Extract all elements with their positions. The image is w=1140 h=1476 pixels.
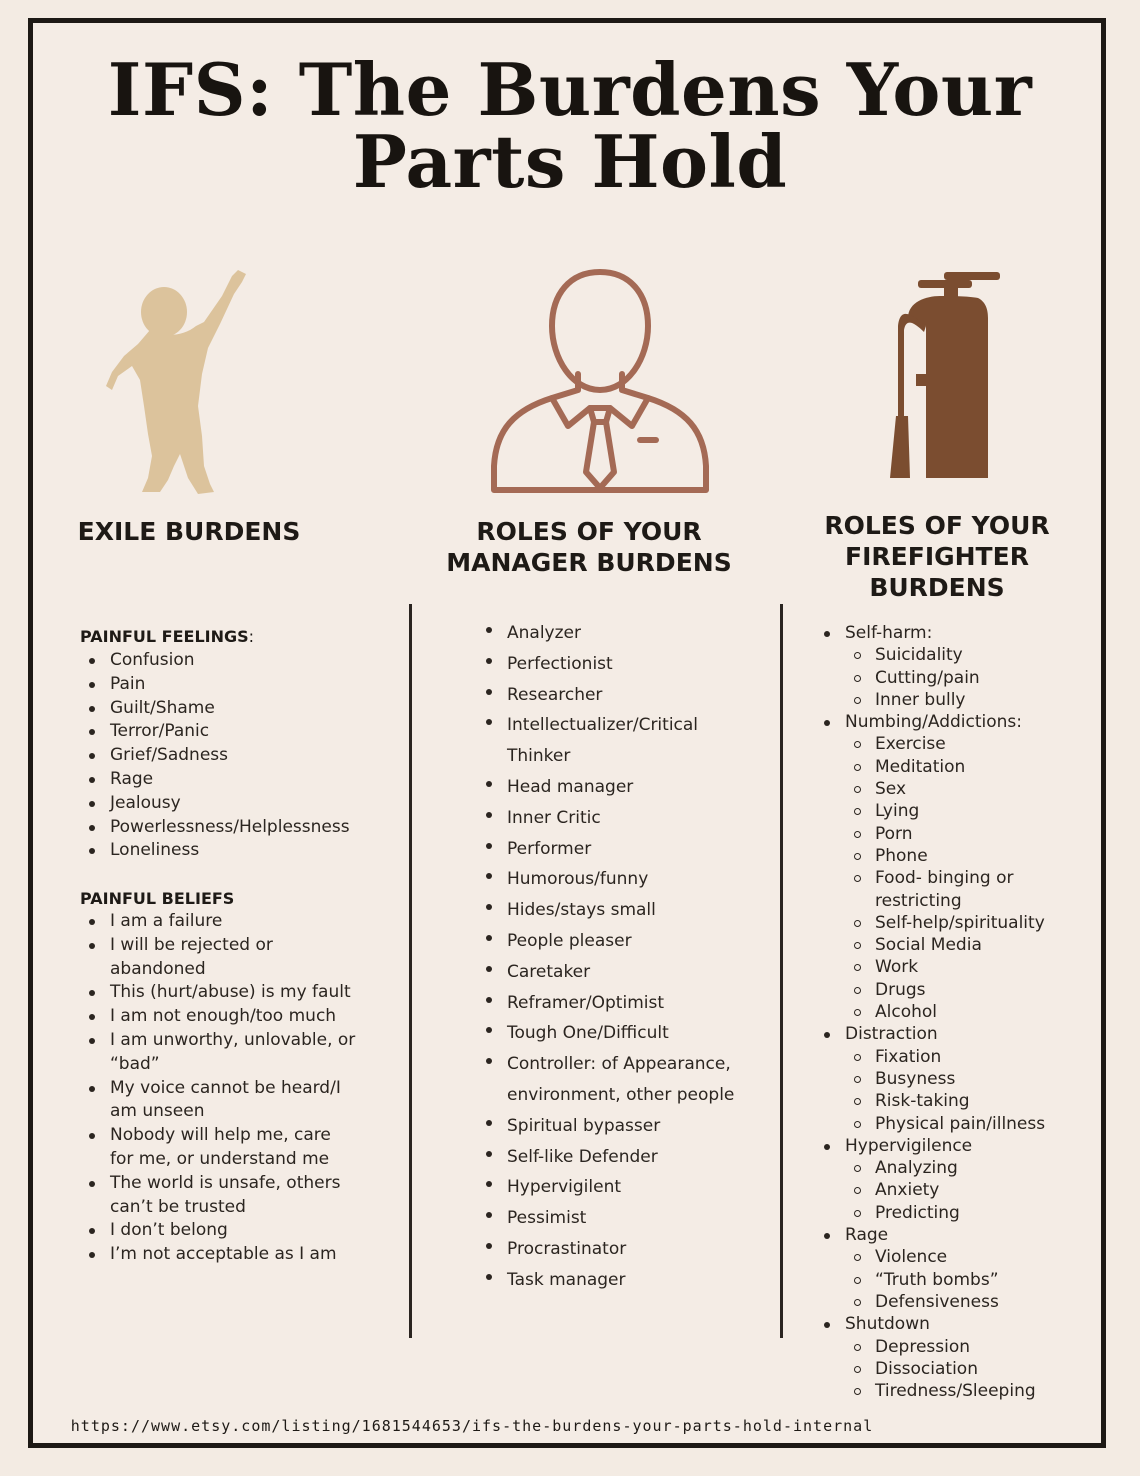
list-item	[110, 910, 400, 934]
painful-feelings-colon: :	[248, 627, 255, 646]
firefighter-role-text: Meditation	[875, 756, 966, 777]
belief-text: am unseen	[110, 1101, 205, 1122]
belief-text: I am not enough/too much	[110, 1006, 337, 1027]
manager-role-text: Hides/stays small	[507, 900, 656, 921]
firefighter-role-text: Self-help/spirituality	[875, 912, 1045, 933]
sub-list-item	[875, 644, 1085, 666]
sub-list-item	[875, 867, 1085, 912]
list-item	[845, 1023, 1085, 1134]
firefighter-role-text: Sex	[875, 779, 907, 800]
sub-list-item	[875, 1269, 1085, 1291]
list-item	[110, 1029, 400, 1077]
exile-heading	[60, 516, 318, 547]
firefighter-role-text: Busyness	[875, 1068, 956, 1089]
sub-list-item	[875, 1291, 1085, 1313]
list-item	[507, 1203, 767, 1234]
manager-role-text: Intellectualizer/Critical	[507, 715, 699, 736]
firefighter-heading	[806, 510, 1068, 603]
belief-text: can’t be trusted	[110, 1196, 246, 1217]
list-item	[507, 1018, 767, 1049]
list-item: Jealousy	[110, 792, 400, 816]
painful-feelings-title	[80, 626, 254, 648]
sub-list-item	[875, 845, 1085, 867]
firefighter-role-text: Exercise	[875, 734, 946, 755]
firefighter-heading-line-3: BURDENS	[869, 573, 1005, 602]
sub-list-item	[875, 1046, 1085, 1068]
firefighter-role-text: Dissociation	[875, 1358, 978, 1379]
list-item	[845, 622, 1085, 711]
list-item	[507, 864, 767, 895]
manager-heading-line-1: ROLES OF YOUR	[476, 517, 702, 546]
sub-list-item	[875, 667, 1085, 689]
manager-role-text: Self-like Defender	[507, 1146, 658, 1167]
firefighter-role-text: Work	[875, 957, 919, 978]
firefighter-role-text: restricting	[875, 890, 962, 911]
list-item	[507, 1142, 767, 1173]
manager-role-text: Tough One/Difficult	[507, 1023, 669, 1044]
firefighter-role-text: Predicting	[875, 1202, 960, 1223]
firefighter-group-label: Hypervigilence	[845, 1135, 973, 1156]
sub-list-item	[875, 689, 1085, 711]
firefighter-role-text: Phone	[875, 845, 928, 866]
sub-list-item	[875, 1358, 1085, 1380]
sub-list-item	[875, 800, 1085, 822]
list-item	[507, 649, 767, 680]
list-item	[507, 710, 767, 772]
belief-text: The world is unsafe, others	[110, 1172, 341, 1193]
belief-text: for me, or understand me	[110, 1148, 330, 1169]
list-item	[507, 1111, 767, 1142]
painful-beliefs-title	[80, 888, 234, 910]
manager-role-text: Head manager	[507, 776, 634, 797]
firefighter-role-text: Defensiveness	[875, 1291, 999, 1312]
firefighter-group-label: Shutdown	[845, 1314, 930, 1335]
belief-text: I am unworthy, unlovable, or	[110, 1029, 356, 1050]
list-item: Loneliness	[110, 839, 400, 863]
list-item: Terror/Panic	[110, 720, 400, 744]
firefighter-role-text: Food- binging or	[875, 868, 1014, 889]
list-item: Pain	[110, 673, 400, 697]
manager-role-text: Analyzer	[507, 623, 581, 643]
belief-text: My voice cannot be heard/I	[110, 1077, 341, 1098]
source-url	[0, 1417, 944, 1435]
fire-extinguisher-icon	[888, 266, 1004, 480]
list-item	[507, 1049, 767, 1111]
list-item	[845, 1224, 1085, 1313]
firefighter-role-text: Anxiety	[875, 1180, 940, 1201]
firefighter-role-text: Violence	[875, 1247, 948, 1268]
painful-beliefs-list	[110, 910, 400, 1267]
manager-role-text: Perfectionist	[507, 653, 613, 674]
list-item	[845, 1135, 1085, 1224]
page-title	[70, 47, 1070, 204]
sub-list-item	[875, 1068, 1085, 1090]
sub-list-item	[875, 1113, 1085, 1135]
list-item	[507, 803, 767, 834]
list-item: Grief/Sadness	[110, 744, 400, 768]
manager-heading	[420, 516, 758, 578]
manager-role-text: Inner Critic	[507, 807, 601, 828]
manager-role-text: People pleaser	[507, 930, 632, 951]
sub-list	[845, 1246, 1085, 1313]
painful-feelings-label: PAINFUL FEELINGS	[80, 627, 249, 646]
column-divider-right	[780, 604, 783, 1338]
painful-feelings-list	[110, 649, 400, 863]
list-item	[110, 1077, 400, 1125]
firefighter-role-text: Lying	[875, 801, 920, 822]
sub-list	[845, 1046, 1085, 1135]
list-item	[845, 711, 1085, 1023]
firefighter-role-text: Cutting/pain	[875, 667, 980, 688]
sub-list-item	[875, 756, 1085, 778]
firefighter-group-label: Numbing/Addictions:	[845, 712, 1022, 733]
belief-text: This (hurt/abuse) is my fault	[110, 982, 351, 1003]
firefighter-role-text: Risk-taking	[875, 1091, 970, 1112]
sub-list-item	[875, 778, 1085, 800]
list-item	[110, 934, 400, 982]
belief-text: Nobody will help me, care	[110, 1125, 331, 1146]
firefighter-role-text: Analyzing	[875, 1158, 958, 1179]
belief-text: abandoned	[110, 958, 206, 979]
firefighter-heading-line-2: FIREFIGHTER	[845, 542, 1029, 571]
firefighter-role-text: Inner bully	[875, 689, 966, 710]
sub-list-item	[875, 956, 1085, 978]
belief-text: I am a failure	[110, 911, 223, 931]
sub-list-item	[875, 1090, 1085, 1112]
list-item	[507, 618, 767, 649]
title-line-2: Parts Hold	[352, 119, 788, 204]
list-item: Powerlessness/Helplessness	[110, 816, 400, 840]
manager-role-text: Hypervigilent	[507, 1177, 622, 1198]
list-item	[110, 1172, 400, 1220]
firefighter-role-text: Fixation	[875, 1046, 942, 1067]
firefighter-role-text: Physical pain/illness	[875, 1113, 1046, 1134]
manager-role-text: Spiritual bypasser	[507, 1115, 661, 1136]
sub-list-item	[875, 1001, 1085, 1023]
firefighter-group-label: Distraction	[845, 1024, 938, 1045]
list-item	[110, 1005, 400, 1029]
manager-role-text: environment, other people	[507, 1084, 735, 1105]
sub-list-item	[875, 823, 1085, 845]
list-item	[110, 981, 400, 1005]
list-item	[507, 680, 767, 711]
sub-list	[845, 644, 1085, 711]
list-item	[507, 834, 767, 865]
manager-role-text: Reframer/Optimist	[507, 992, 665, 1013]
sub-list-item	[875, 979, 1085, 1001]
manager-role-text: Pessimist	[507, 1208, 587, 1229]
sub-list-item	[875, 1336, 1085, 1358]
list-item	[507, 988, 767, 1019]
list-item: Guilt/Shame	[110, 697, 400, 721]
painful-beliefs-label: PAINFUL BELIEFS	[80, 889, 235, 908]
manager-role-text: Procrastinator	[507, 1238, 627, 1259]
sub-list-item	[875, 1179, 1085, 1201]
list-item	[507, 1234, 767, 1265]
firefighter-group-label: Self-harm:	[845, 623, 933, 643]
column-divider-left	[409, 604, 412, 1338]
manager-role-text: Humorous/funny	[507, 869, 649, 890]
belief-text: I’m not acceptable as I am	[110, 1244, 337, 1265]
manager-role-text: Performer	[507, 838, 592, 859]
list-item	[507, 772, 767, 803]
list-item	[507, 926, 767, 957]
firefighter-role-text: Depression	[875, 1336, 971, 1357]
firefighter-heading-line-1: ROLES OF YOUR	[824, 511, 1050, 540]
belief-text: “bad”	[110, 1053, 160, 1074]
firefighter-group-label: Rage	[845, 1225, 889, 1246]
firefighter-role-text: Alcohol	[875, 1002, 937, 1023]
manager-roles-list	[507, 618, 767, 1296]
child-silhouette-icon	[104, 266, 252, 498]
manager-role-text: Thinker	[507, 746, 571, 767]
sub-list	[845, 733, 1085, 1023]
list-item	[110, 1219, 400, 1243]
title-line-1: IFS: The Burdens Your	[107, 47, 1033, 132]
sub-list-item	[875, 1380, 1085, 1402]
source-url-text: https://www.etsy.com/listing/1681544653/ifs-the-burdens-your-parts-hold-internal	[70, 1417, 874, 1435]
firefighter-role-text: Drugs	[875, 979, 926, 1000]
list-item	[507, 1172, 767, 1203]
list-item	[845, 1313, 1085, 1402]
sub-list-item	[875, 1157, 1085, 1179]
list-item	[507, 1265, 767, 1296]
exile-heading-text: EXILE BURDENS	[77, 517, 301, 546]
sub-list-item	[875, 934, 1085, 956]
sub-list	[845, 1157, 1085, 1224]
firefighter-role-text: Porn	[875, 823, 913, 844]
belief-text: I will be rejected or	[110, 934, 273, 955]
manager-role-text: Caretaker	[507, 961, 591, 982]
manager-role-text: Controller: of Appearance,	[507, 1054, 731, 1075]
list-item	[110, 1243, 400, 1267]
sub-list-item	[875, 1246, 1085, 1268]
sub-list-item	[875, 1202, 1085, 1224]
manager-heading-line-2: MANAGER BURDENS	[446, 548, 732, 577]
list-item: Rage	[110, 768, 400, 792]
manager-role-text: Task manager	[507, 1269, 626, 1290]
firefighter-role-text: Suicidality	[875, 645, 963, 666]
list-item	[507, 957, 767, 988]
sub-list-item	[875, 733, 1085, 755]
sub-list-item	[875, 912, 1085, 934]
firefighter-role-text: Social Media	[875, 935, 982, 956]
businessman-outline-icon	[490, 266, 710, 496]
list-item	[110, 1124, 400, 1172]
firefighter-roles-list	[845, 622, 1085, 1402]
manager-role-text: Researcher	[507, 684, 603, 705]
firefighter-role-text: “Truth bombs”	[875, 1269, 999, 1290]
sub-list	[845, 1336, 1085, 1403]
list-item: Confusion	[110, 649, 400, 673]
firefighter-role-text: Tiredness/Sleeping	[875, 1381, 1036, 1402]
list-item	[507, 895, 767, 926]
belief-text: I don’t belong	[110, 1220, 228, 1241]
